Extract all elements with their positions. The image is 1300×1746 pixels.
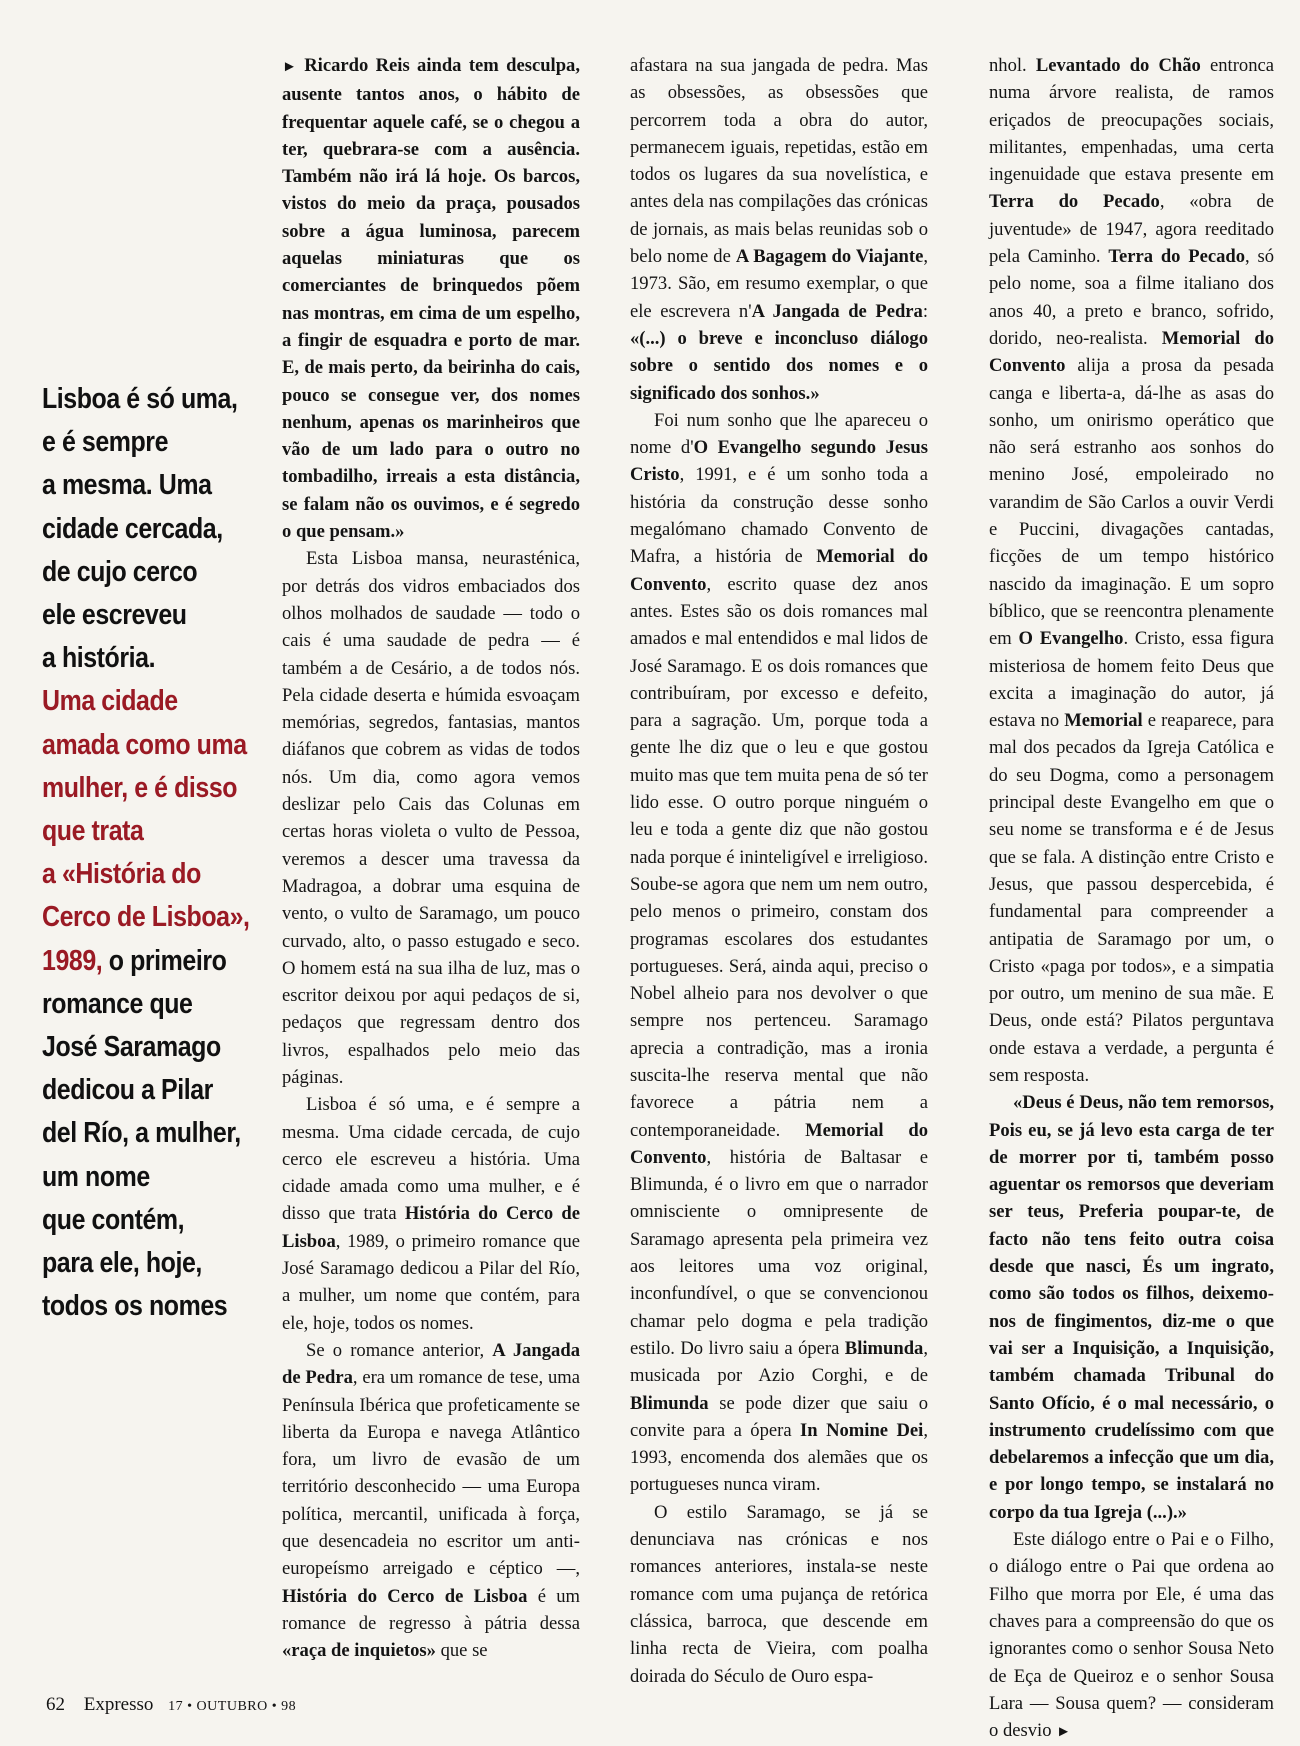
text: alija a prosa da pesada canga e liberta-a, dá-lhe as asas do sonho, um onirismo operático que não será estranho aos sonhos do menino José, empoleirado no varandim de São Carlos a ouvir Verdi e Puccini, divagações cantadas, ficções de um tempo histórico nascido da imaginação. E um sopro bíblico, que se reencontra plenamente em <box>989 355 1274 650</box>
pull-quote-line: para ele, hoje, <box>42 1247 202 1280</box>
book-title: O Evangelho segundo Jesus Cristo <box>630 437 928 486</box>
quote-emphasis: «raça de inquietos» <box>282 1640 436 1662</box>
article-column-2 <box>630 52 928 1690</box>
pull-quote-line: a mesma. Uma <box>42 469 212 502</box>
pull-quote-line: José Saramago <box>42 1031 221 1064</box>
pull-quote-line: ele escreveu <box>42 599 187 632</box>
pull-quote <box>42 378 250 1328</box>
quoted-passage: Ricardo Reis ainda tem desculpa, ausente tantos anos, o hábito de frequentar aquele café, se o chegou a ter, quebrara-se com a ausência. Também não irá lá hoje. Os barcos, vistos do meio da praça, pousados sobre a água luminosa, parecem aquelas miniaturas que os comerciantes de brinquedos põem nas montras, em cima de um espelho, a fingir de esquadra e porto de mar. E, de mais perto, da beirinha do cais, pouco se consegue ver, dos nomes nenhum, apenas os marinheiros que vão de um lado para o outro no tombadilho, irreais a esta distância, se falam não os ouvimos, e é segredo o que pensam.» <box>282 55 580 543</box>
pull-quote-line-highlight: amada como uma <box>42 728 247 761</box>
text: nhol. <box>989 55 1036 76</box>
book-title: A Jangada de Pedra <box>751 300 923 322</box>
book-title: O Evangelho <box>1018 628 1124 650</box>
paragraph: Esta Lisboa mansa, neurasténica, por detrás dos vidros embaciados dos olhos molhados de saudade — todo o cais é uma saudade de pedra — é também a de Cesário, a de todos nós. Pela cidade deserta e húmida esvoaçam memórias, segredos, fantasias, mantos diáfanos que cobrem as vidas de todos nós. Um dia, como agora vemos deslizar pelo Cais das Colunas em certas horas violeta o vulto de Pessoa, veremos a descer uma travessa da Madragoa, a dobrar uma esquina de vento, o vulto de Saramago, um pouco curvado, alto, o passo estugado e seco. O homem está na sua ilha de luz, mas o escritor deixou por aqui pedaços de si, pedaços que regressam dentro dos livros, espalhados pelo meio das páginas. <box>282 548 580 1088</box>
book-title: Memorial do Convento <box>630 1119 928 1168</box>
pull-quote-line: a história. <box>42 642 156 675</box>
book-title: Levantado do Chão <box>1035 55 1201 76</box>
quote-emphasis: «(...) o breve e inconcluso diálogo sobre o sentido dos nomes e o significado dos sonhos.» <box>630 327 928 404</box>
book-title: Terra do Pecado <box>1108 246 1246 268</box>
book-title: A Bagagem do Viajante <box>735 246 924 268</box>
pull-quote-text: o primeiro <box>102 944 227 977</box>
book-title: Memorial do Convento <box>989 327 1274 377</box>
text: , «obra de juventude» de 1947, agora reeditado pela Caminho. <box>989 191 1274 268</box>
pull-quote-line-highlight: que trata <box>42 815 144 848</box>
pull-quote-line-highlight: Cerco de Lisboa», <box>42 901 250 934</box>
book-title: Memorial do Convento <box>630 546 928 595</box>
text: Se o romance anterior, <box>306 1339 493 1361</box>
pull-quote-line-highlight: a «História do <box>42 858 201 891</box>
text: Este diálogo entre o Pai e o Filho, o diálogo entre o Pai que ordena ao Filho que morra por Ele, é uma das chaves para a compreensão do que os ignorantes como o senhor Sousa Neto de Eça de Queiroz e o senhor Sousa Lara — Sousa quem? — consideram o desvio <box>989 1529 1274 1742</box>
pull-quote-line: dedicou a Pilar <box>42 1074 213 1107</box>
book-title: A Jangada de Pedra <box>282 1339 580 1389</box>
pull-quote-line-mixed <box>42 940 227 983</box>
paragraph <box>630 52 928 407</box>
text: entronca numa árvore realista, de ramos eriçados de preocupações sociais, militantes, empenhadas, uma certa ingenuidade que estava presente em <box>989 55 1275 186</box>
page-footer <box>46 1694 296 1716</box>
book-title: In Nomine Dei <box>800 1419 924 1441</box>
text: se pode dizer que saiu o convite para a ópera <box>630 1392 928 1441</box>
paragraph <box>282 1091 580 1337</box>
book-title: História do Cerco de Lisboa <box>282 1585 528 1607</box>
continue-arrow-icon: ► <box>1056 1724 1072 1741</box>
pull-quote-line: cidade cercada, <box>42 512 223 545</box>
text: , só pelo nome, soa a filme italiano dos anos 40, a preto e branco, sofrido, dorido, neo-realista. <box>989 246 1274 349</box>
text: . Cristo, essa figura misteriosa de homem feito Deus que excita a imaginação do autor, já estava no <box>989 628 1274 732</box>
text: , história de Baltasar e Blimunda, é o livro em que o narrador omnisciente o omnipresente de Saramago apresenta pela primeira vez aos leitores uma voz original, inconfundível, o que se convencionou chamar pelo dogma e pela tradição estilo. Do livro saiu a ópera <box>630 1146 928 1359</box>
text: Lisboa é só uma, e é sempre a mesma. Uma cidade cercada, de cujo cerco ele escreveu a história. Uma cidade amada como uma mulher, e é disso que trata <box>282 1094 580 1225</box>
pull-quote-line: um nome <box>42 1160 150 1193</box>
paragraph <box>989 52 1274 1089</box>
text: Foi num sonho que lhe apareceu o nome d' <box>630 409 928 459</box>
text: , 1989, o primeiro romance que José Saramago dedicou a Pilar del Río, a mulher, um nome que contém, para ele, hoje, todos os nomes. <box>282 1230 580 1334</box>
text: , 1973. São, em resumo exemplar, o que ele escrevera n' <box>630 246 928 322</box>
pull-quote-line: e é sempre <box>42 426 169 459</box>
text: , era um romance de tese, uma Península Ibérica que profeticamente se liberta da Europa e navega Atlântico fora, um livro de evasão de um território desconhecido — uma Europa política, mercantil, unificada à força, que desencadeia no escritor um anti-europeísmo arreigado e céptico —, <box>282 1367 580 1580</box>
paragraph <box>989 1526 1274 1746</box>
pull-quote-line-highlight: mulher, e é disso <box>42 771 238 804</box>
text: , escrito quase dez anos antes. Estes são os dois romances mal amados e mal entendidos e mal lidos de José Saramago. E os dois romances que contribuíram, por excesso e defeito, para a sagração. Um, porque toda a gente lhe diz que o leu e que gostou muito mas que tem muita pena de só ter lido esse. O outro porque ninguém o leu e toda a gente diz que não gostou nada porque é ininteligível e irreligioso. Soube-se agora que nem um nem outro, pelo menos o primeiro, constam dos programas escolares dos estudantes portugueses. Será, ainda aqui, preciso o Nobel alheio para nos devolver o que sempre nos pertenceu. Saramago aprecia a contradição, mas a ironia suscita-lhe reserva mental que não favorece a pátria nem a contemporaneidade. <box>630 573 928 1141</box>
article-column-3 <box>989 52 1274 1746</box>
continuation-arrow-icon: ► <box>282 59 297 75</box>
paragraph <box>989 1089 1274 1526</box>
pull-quote-line: romance que <box>42 987 193 1020</box>
text: afastara na sua jangada de pedra. Mas as obsessões, as obsessões que percorrem toda a obra do autor, permanecem iguais, repetidas, estão em todos os lugares da sua novelística, e antes dela nas compilações das crónicas de jornais, as mais belas reunidas sob o belo nome de <box>630 55 928 268</box>
text: , musicada por Azio Corghi, e de <box>630 1337 928 1387</box>
book-title: Terra do Pecado <box>989 191 1160 213</box>
paragraph: O estilo Saramago, se já se denunciava nas crónicas e nos romances anteriores, instala-se neste romance com uma pujança de retórica clássica, barroca, que descende em linha recta de Vieira, com poalha doirada do Século de Ouro espa- <box>630 1501 928 1687</box>
pull-quote-line: de cujo cerco <box>42 555 198 588</box>
paragraph <box>282 52 580 545</box>
book-title: Memorial <box>1064 710 1143 732</box>
pull-quote-line: todos os nomes <box>42 1290 228 1323</box>
pull-quote-line-highlight: Uma cidade <box>42 685 178 718</box>
page-number: 62 <box>46 1694 65 1715</box>
book-title: História do Cerco de Lisboa <box>282 1203 580 1252</box>
text: , 1993, encomenda dos alemães que os portugueses nunca viram. <box>630 1419 928 1496</box>
paragraph <box>630 407 928 1499</box>
text: e reaparece, para mal dos pecados da Igreja Católica e do seu Dogma, como a personagem principal deste Evangelho em que o seu nome se transforma e é de Jesus que se fala. A distinção entre Cristo e Jesus, que passou despercebida, é fundamental para compreender a antipatia de Saramago por um, o Cristo «paga por todos», e a simpatia por outro, um menino de sua mãe. E Deus, onde está? Pilatos perguntava onde estava a verdade, a pergunta é sem resposta. <box>989 710 1274 1086</box>
text: que se <box>435 1640 488 1662</box>
text: é um romance de regresso à pátria dessa <box>282 1585 581 1634</box>
article-column-1 <box>282 52 580 1665</box>
pull-quote-line: del Río, a mulher, <box>42 1117 241 1150</box>
pull-quote-year: 1989, <box>42 944 103 977</box>
text: : <box>922 300 929 322</box>
issue-date: 17 • OUTUBRO • 98 <box>168 1699 297 1714</box>
pull-quote-line: Lisboa é só uma, <box>42 383 238 415</box>
pull-quote-line: que contém, <box>42 1203 185 1236</box>
text: , 1991, e é um sonho toda a história da construção desse sonho megalómano chamado Convento de Mafra, a história de <box>630 464 928 568</box>
magazine-name: Expresso <box>83 1694 154 1715</box>
book-title: Blimunda <box>844 1337 924 1359</box>
quoted-passage: «Deus é Deus, não tem remorsos, Pois eu, se já levo esta carga de ter de morrer por ti, também posso aguentar os remorsos que deveriam ser teus, Preferia poupar-te, de facto não tens feito outra coisa desde que nasci, És um ingrato, como são todos os filhos, deixemo-nos de fingimentos, diz-me o que vai ser a Inquisição, a Inquisição, também chamada Tribunal do Santo Ofício, é o mal necessário, o instrumento crudelíssimo com que debelaremos a infecção que um dia, e por longo tempo, se instalará no corpo da tua Igreja (...).» <box>989 1092 1274 1523</box>
book-title: Blimunda <box>630 1392 709 1414</box>
paragraph <box>282 1337 580 1665</box>
